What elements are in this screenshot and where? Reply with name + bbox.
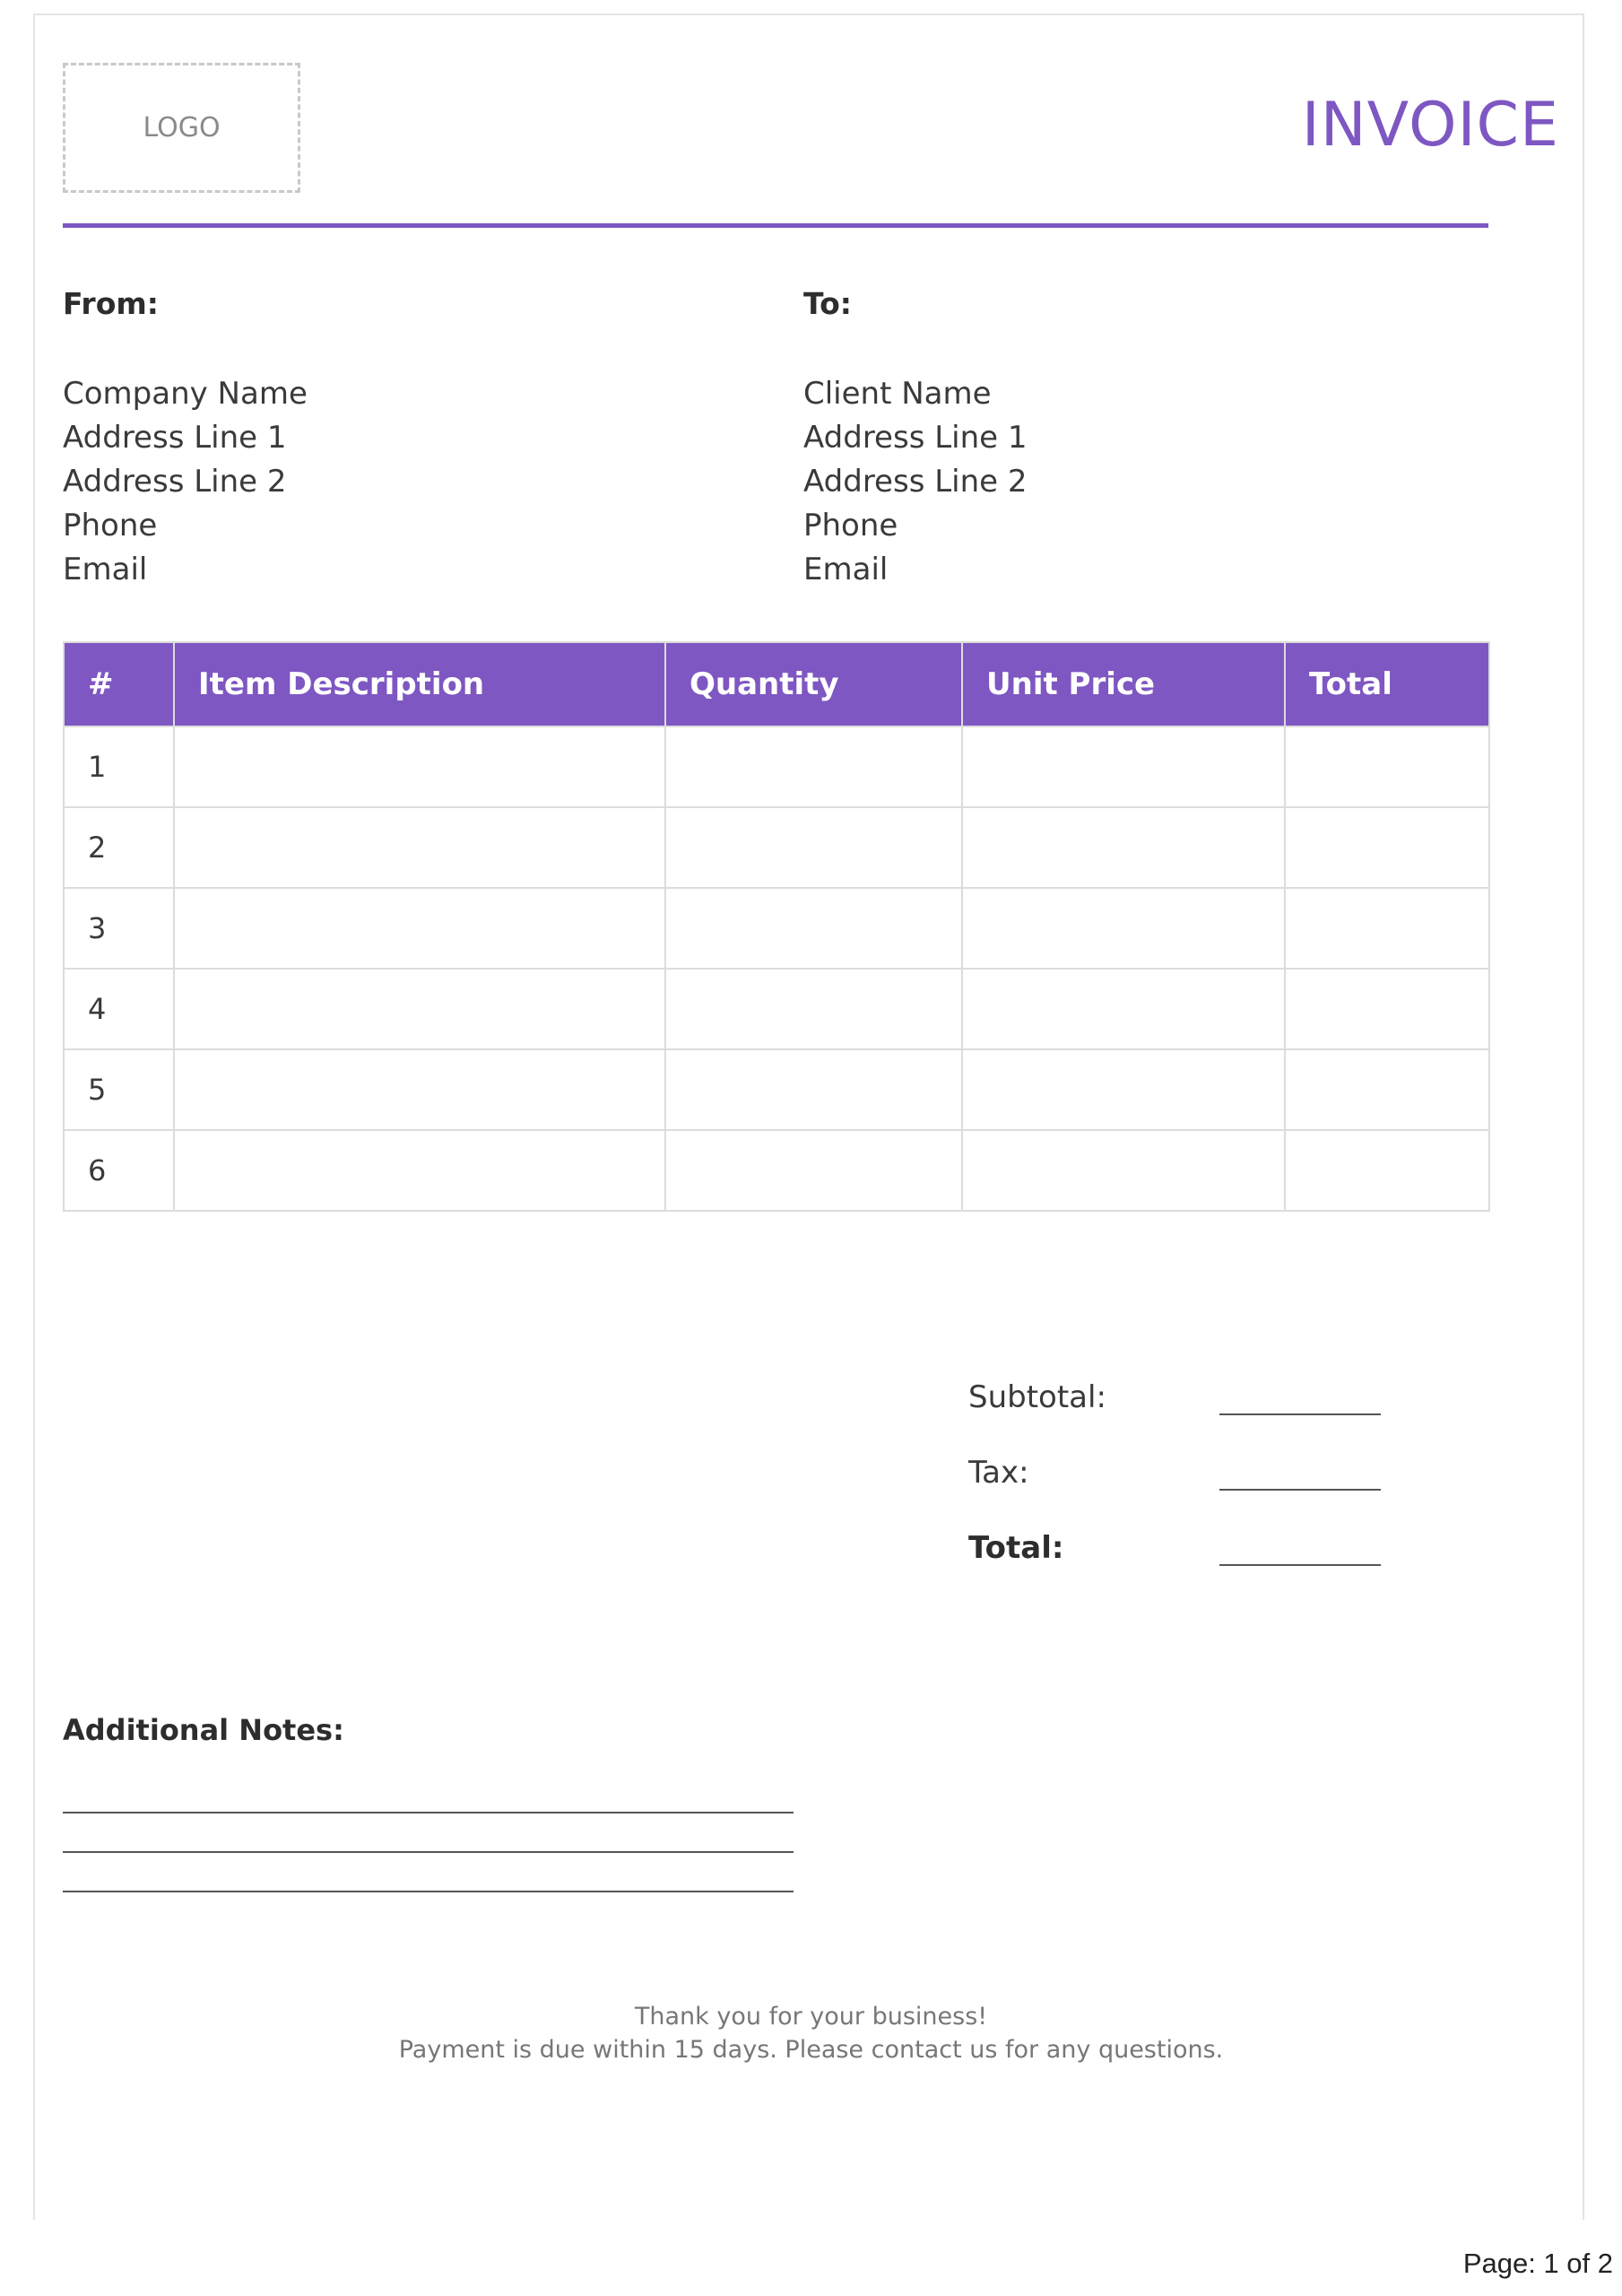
to-phone: Phone <box>803 508 898 544</box>
total-cell[interactable] <box>1285 969 1489 1049</box>
total-cell[interactable] <box>1285 807 1489 888</box>
thank-you-text: Thank you for your business! <box>634 2003 988 2031</box>
item-description-cell[interactable] <box>174 1049 665 1130</box>
unit-price-cell[interactable] <box>962 726 1285 807</box>
quantity-cell[interactable] <box>665 888 962 969</box>
to-client-name: Client Name <box>803 376 992 412</box>
to-section <box>803 286 1431 592</box>
from-section <box>63 286 690 592</box>
item-description-cell[interactable] <box>174 969 665 1049</box>
unit-price-cell[interactable] <box>962 807 1285 888</box>
row-number: 3 <box>64 888 174 969</box>
subtotal-row <box>932 1363 1435 1439</box>
table-header-row <box>64 642 1489 726</box>
additional-notes-heading: Additional Notes: <box>63 1713 344 1747</box>
totals-section <box>932 1363 1435 1589</box>
table-row <box>64 969 1489 1049</box>
quantity-cell[interactable] <box>665 807 962 888</box>
header-divider <box>63 223 1488 228</box>
to-address-line-2: Address Line 2 <box>803 464 1028 500</box>
column-header-unit-price: Unit Price <box>962 642 1285 726</box>
subtotal-blank-line[interactable] <box>1219 1413 1381 1415</box>
column-header-item-description: Item Description <box>174 642 665 726</box>
logo-placeholder <box>63 63 300 193</box>
table-row <box>64 807 1489 888</box>
line-items-table <box>63 641 1490 1212</box>
total-blank-line[interactable] <box>1219 1564 1381 1566</box>
column-header-number: # <box>64 642 174 726</box>
row-number: 5 <box>64 1049 174 1130</box>
tax-label: Tax: <box>968 1455 1029 1491</box>
quantity-cell[interactable] <box>665 726 962 807</box>
table-row <box>64 1049 1489 1130</box>
tax-blank-line[interactable] <box>1219 1489 1381 1491</box>
item-description-cell[interactable] <box>174 1130 665 1211</box>
total-label: Total: <box>968 1530 1064 1566</box>
from-company-name: Company Name <box>63 376 308 412</box>
item-description-cell[interactable] <box>174 726 665 807</box>
notes-line[interactable] <box>63 1851 794 1853</box>
quantity-cell[interactable] <box>665 969 962 1049</box>
from-heading: From: <box>63 286 159 321</box>
total-cell[interactable] <box>1285 1049 1489 1130</box>
row-number: 6 <box>64 1130 174 1211</box>
item-description-cell[interactable] <box>174 807 665 888</box>
total-cell[interactable] <box>1285 726 1489 807</box>
to-email: Email <box>803 552 889 587</box>
to-address-line-1: Address Line 1 <box>803 420 1028 456</box>
unit-price-cell[interactable] <box>962 888 1285 969</box>
table-row <box>64 1130 1489 1211</box>
to-heading: To: <box>803 286 852 321</box>
tax-row <box>932 1439 1435 1514</box>
total-row <box>932 1514 1435 1589</box>
row-number: 2 <box>64 807 174 888</box>
table-row <box>64 888 1489 969</box>
total-cell[interactable] <box>1285 888 1489 969</box>
row-number: 1 <box>64 726 174 807</box>
notes-line[interactable] <box>63 1891 794 1892</box>
unit-price-cell[interactable] <box>962 1130 1285 1211</box>
logo-placeholder-text: LOGO <box>143 112 221 144</box>
invoice-title: INVOICE <box>1301 90 1559 161</box>
from-phone: Phone <box>63 508 158 544</box>
quantity-cell[interactable] <box>665 1049 962 1130</box>
table-row <box>64 726 1489 807</box>
page-indicator: Page: 1 of 2 <box>1462 2248 1613 2279</box>
unit-price-cell[interactable] <box>962 1049 1285 1130</box>
column-header-quantity: Quantity <box>665 642 962 726</box>
payment-terms-text: Payment is due within 15 days. Please contact us for any questions. <box>398 2036 1224 2064</box>
from-email: Email <box>63 552 148 587</box>
total-cell[interactable] <box>1285 1130 1489 1211</box>
from-address-line-1: Address Line 1 <box>63 420 287 456</box>
row-number: 4 <box>64 969 174 1049</box>
quantity-cell[interactable] <box>665 1130 962 1211</box>
item-description-cell[interactable] <box>174 888 665 969</box>
column-header-total: Total <box>1285 642 1489 726</box>
unit-price-cell[interactable] <box>962 969 1285 1049</box>
subtotal-label: Subtotal: <box>968 1379 1106 1415</box>
from-address-line-2: Address Line 2 <box>63 464 287 500</box>
notes-line[interactable] <box>63 1812 794 1813</box>
